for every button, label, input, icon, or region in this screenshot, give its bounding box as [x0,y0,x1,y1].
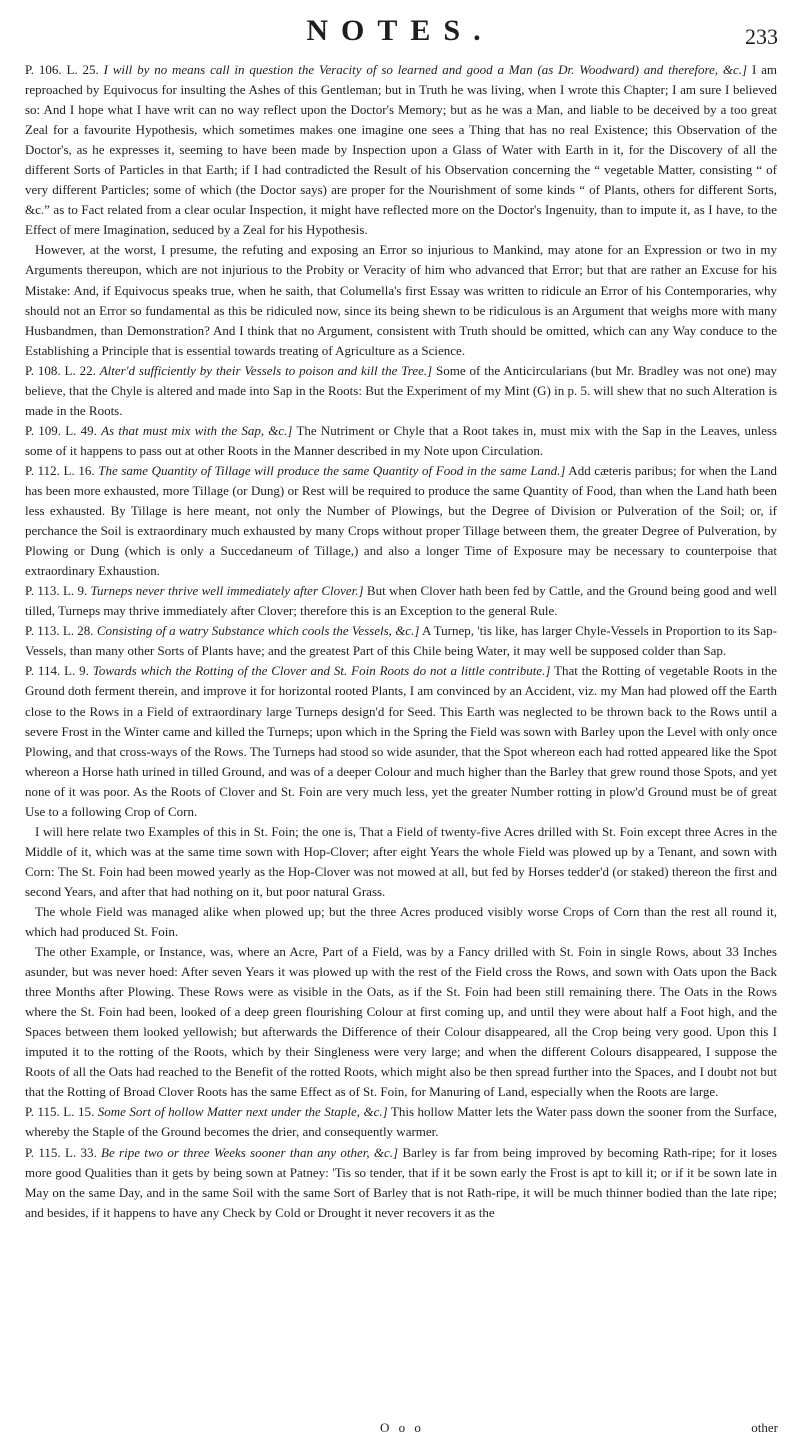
text-paragraph [25,240,777,360]
paragraph-text: The other Example, or Instance, was, where an Acre, Part of a Field, was by a Fancy drilled with St. Foin in single Rows, about 33 Inches asunder, but was never hoed: After seven Years it was plowed up with the rest of the Field cross the Rows, and sown with Oats upon the Back three Months after Plowing. These Rows were as visible in the Oats, as if the St. Foin had been still remaining there. The Oats in the Rows where the St. Foin had been, looked of a deep green flourishing Colour at first coming up, and until they were about half a Foot high, and the Spaces between them looked yellowish; but afterwards the Difference of their Colour disappeared, all the Crop being very good. Upon this I imputed it to the rotting of the Roots, which by their Singleness were very large; and when the different Colours disappeared, I suppose the Roots of all the Oats had reached to the Benefit of the rotted Roots, which might also be then spread further into the Spaces, and I doubt not but that the Rotting of Broad Clover Roots has the same Effect as of St. Foin, for Manuring of Land, especially when the Roots are large. [25,944,777,1100]
note-reference: P. 114. L. 9. [25,663,93,679]
note-reference: P. 109. L. 49. [25,422,102,438]
text-paragraph [25,942,777,1102]
note-lemma: Some Sort of hollow Matter next under the Staple, &c.] [97,1104,388,1120]
paragraph-text: I will here relate two Examples of this in St. Foin; the one is, That a Field of twenty-five Acres drilled with St. Foin except three Acres in the Middle of it, which was at the same time sown with Hop-Clover; after eight Years the whole Field was plowed up by a Tenant, and sown with Corn: The St. Foin had been mowed yearly as the Hop-Clover was not mowed at all, but fed by Horses tedder'd (or staked) thereon the first and second Years, and after that had nothing on it, but poor natural Grass. [25,823,777,899]
note-reference: P. 108. L. 22. [25,362,100,378]
note-reference: P. 106. L. 25. [25,62,104,77]
paragraph-text: Add cæteris paribus; for when the Land has been more exhausted, more Tillage (or Dung) or Rest will be required to produce the same Quantity of Food, than when the Land hath been less exhausted. By Tillage is here meant, not only the Number of Plowings, but the Degree of Division or Pulveration of the Soil; or, if perchance the Soil is extraordinary much exhausted by many Crops without proper Tillage between them, the greater Degree of Pulveration, by Plowing or Dung (which is only a Succedaneum of Tillage,) and also a longer Time of Exposure may be necessary to counterpoise that extraordinary Exhaustion. [25,462,777,579]
note-paragraph [25,581,777,621]
note-lemma: Turneps never thrive well immediately after Clover.] [90,583,364,599]
note-lemma: Towards which the Rotting of the Clover and St. Foin Roots do not a little contribute.] [92,663,551,679]
note-reference: P. 115. L. 33. [25,1144,102,1160]
paragraph-text: However, at the worst, I presume, the refuting and exposing an Error so injurious to Mankind, may atone for an Expression or two in my Arguments thereupon, which are not injurious to the Probity or Veracity of him who advanced that Error; but that are rather an Excuse for his Mistake: And, if Equivocus speaks true, when he saith, that Columella's first Essay was written to ridicule an Error of his Contemporaries, why should not an Error so fundamental as this be ridiculed now, since its being shewn to be ridiculous is an Argument that weighs more with many Husbandmen, than Demonstration? And I think that no Argument, consistent with Truth should be omitted, which can any Way conduce to the Establishing a Principle that is essential towards treating of Agriculture as a Science. [25,242,777,358]
note-lemma: Alter'd sufficiently by their Vessels to poison and kill the Tree.] [99,362,433,378]
note-reference: P. 113. L. 28. [25,623,97,639]
paragraph-text: Some of the Anticircularians (but Mr. Bradley was not one) may believe, that the Chyle is altered and made into Sap in the Roots: But the Experiment of my Mint (G) in p. 5. will shew that no such Alteration is made in the Roots. [25,362,777,418]
note-paragraph [25,461,777,581]
note-lemma: Be ripe two or three Weeks sooner than any other, &c.] [101,1144,399,1160]
note-reference: P. 115. L. 15. [25,1104,98,1120]
note-paragraph [25,621,777,661]
note-paragraph [25,361,777,421]
text-paragraph [25,822,777,902]
note-reference: P. 112. L. 16. [25,462,99,478]
page-header [0,0,800,56]
note-paragraph [25,60,777,240]
note-paragraph [25,421,777,461]
paragraph-text: That the Rotting of vegetable Roots in the Ground doth ferment therein, and improve it for horizontal rooted Plants, I am convinced by an Accident, viz. my Man had plowed off the Earth close to the Rows in a Field of extraordinary large Turneps design'd for Seed. This Earth was neglected to be thrown back to the Rows until a severe Frost in the Winter came and killed the Turneps; upon which in the Spring the Field was sown with Barley upon the Level with only once Plowing, and that cross-ways of the Rows. The Turneps had stood so wide asunder, that the Spot whereon each had rotted appeared like the Spot whereon a Horse hath urined in tilled Ground, and was of a deeper Colour and much higher than the Barley that grew round those Spots, and yet none of it was poor. As the Roots of Clover and St. Foin are very much less, yet the greater Number rotting in plow'd Ground must be of great Use to a following Crop of Corn. [25,663,778,819]
paragraph-text: Barley is far from being improved by becoming Rath-ripe; for it loses more good Qualities than it gets by being sown at Patney: 'Tis so tender, that if it be sown early the Frost is apt to kill it; or if it be sown late in May on the same Day, and in the same Soil with the same Sort of Barley that is not Rath-ripe, it will be much thinner bodied than the late ripe; and besides, if it happens to have any Check by Cold or Drought it never recovers it as the [25,1144,777,1220]
catchword: other [751,1420,778,1435]
note-lemma: Consisting of a watry Substance which cools the Vessels, &c.] [96,623,420,639]
note-reference: P. 113. L. 9. [25,583,91,599]
note-lemma: As that must mix with the Sap, &c.] [101,422,293,438]
page-number: 233 [745,24,778,49]
note-paragraph [25,1143,777,1223]
paragraph-text: A Turnep, 'tis like, has larger Chyle-Vessels in Proportion to its Sap-Vessels, than many other Sorts of Plants have; and the greatest Part of this Chile being Water, it may well be supposed colder than Sap. [25,623,778,659]
note-paragraph [25,1102,777,1142]
paragraph-text: The Nutriment or Chyle that a Root takes in, must mix with the Sap in the Leaves, unless some of it happens to pass out at other Roots in the Manner described in my Note upon Circulation. [25,422,777,458]
text-paragraph [25,902,777,942]
note-lemma: The same Quantity of Tillage will produce the same Quantity of Food in the same Land.] [98,462,566,478]
note-lemma: I will by no means call in question the Veracity of so learned and good a Man (as Dr. Woodward) and therefore, &c.] [103,62,748,77]
paragraph-text: But when Clover hath been fed by Cattle, and the Ground being good and well tilled, Turneps may thrive immediately after Clover; therefore this is an Exception to the general Rule. [25,583,778,619]
note-paragraph [25,661,777,821]
running-title: NOTES. [306,14,494,47]
paragraph-text: This hollow Matter lets the Water pass down the sooner from the Surface, whereby the Staple of the Ground becomes the drier, and consequently warmer. [25,1104,778,1140]
notes-body [25,60,777,1223]
paragraph-text: The whole Field was managed alike when plowed up; but the three Acres produced visibly worse Crops of Corn than the rest all round it, which had produced St. Foin. [25,903,777,940]
page-footer [0,1418,800,1442]
paragraph-text: I am reproached by Equivocus for insulting the Ashes of this Gentleman; but in Truth he was living, when I wrote this Chapter; I am sure I believed so: And I hope what I have writ can no way reflect upon the Doctor's Memory; but as he was a Man, and liable to be deceived by a too great Zeal for a favourite Hypothesis, which sometimes makes one imagine one sees a Thing that has no real Existence; this Observation of the Doctor's, as he expresses it, seeming to have been made by Inspection upon a Glass of Water with Earth in it, for the Discovery of all the different Sorts of Particles in that Earth; if I had contradicted the Result of his Observation concerning the “ vegetable Matter, consisting “ of very different Particles; some of which (the Doctor says) are proper for the Nourishment of some kinds “ of Plants, others for different Sorts, &c.” as to Fact related from a clear ocular Inspection, it might have reflected more on the Doctor's Ingenuity, than to impute it, as I have, to the Effect of mere Imagination, seduced by a Zeal for his Hypothesis. [25,62,777,238]
signature-mark: O o o [380,1420,424,1435]
